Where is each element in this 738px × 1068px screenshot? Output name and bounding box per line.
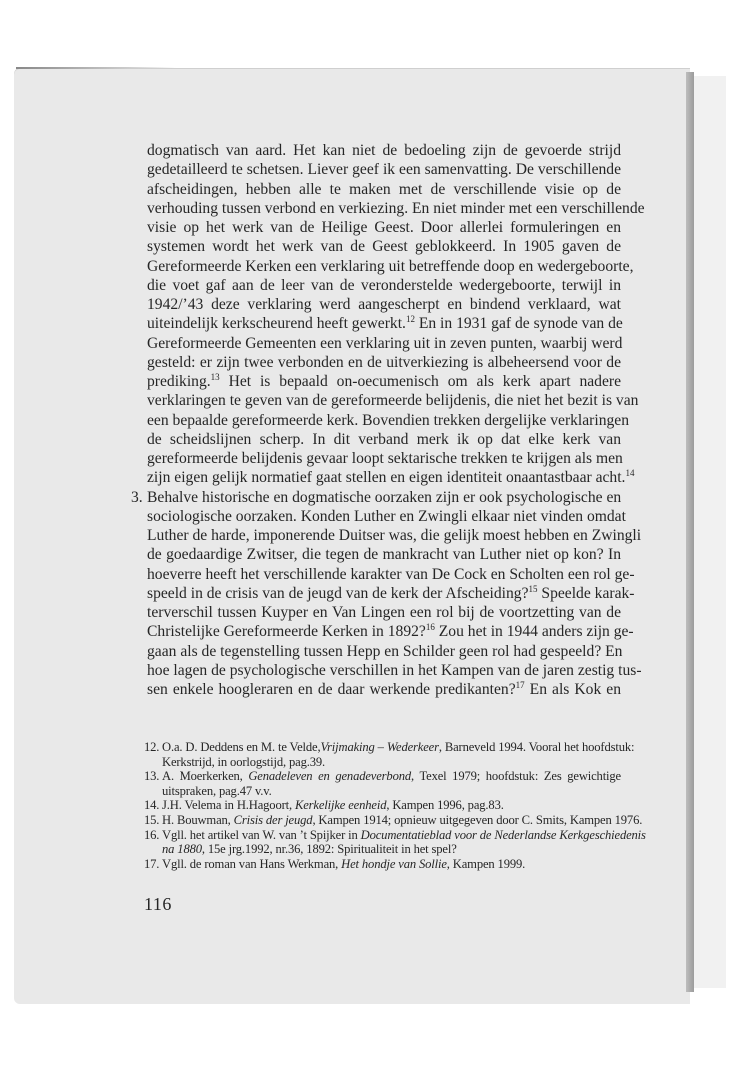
text-run: visie op het werk van de Heilige Geest. Door allerlei formuleringen en [147,219,621,236]
text-line [147,237,621,256]
text-line [147,218,621,237]
text-run: uitspraken, pag.47 v.v. [162,783,272,798]
text-line [147,199,645,218]
text-line [147,488,621,507]
italic-title: Het hondje van Sollie [341,856,447,871]
text-run: Vgll. het artikel van W. van ’t Spijker in [162,827,361,842]
text-run: , Kampen 1999. [446,856,526,871]
text-line [147,507,626,526]
text-line [147,622,634,641]
text-run: J.H. Velema in H.Hagoort, [162,798,295,813]
next-page-edge [694,76,726,988]
footnote-number: 16. [144,827,160,842]
footnote-line [162,827,646,843]
text-run: Het is bepaald on-oecumenisch om als kerk apart nadere [219,373,621,390]
text-run: Vgll. de roman van Hans Werkman, [162,856,342,871]
text-run: , Kampen 1914; opnieuw uitgegeven door C. Smits, Kampen 1976. [312,812,643,827]
text-line [147,314,621,333]
text-line [147,545,621,564]
text-run: A. Moerkerken, [162,769,249,784]
body-text [131,141,645,699]
footnote-line [162,812,643,828]
text-line [147,257,634,276]
paragraph [131,488,642,700]
italic-title: na 1880 [162,842,202,857]
text-line [147,411,630,430]
footnote [144,857,621,872]
text-run: 1942/’43 deze verklaring werd aangescherpt en bindend verklaard, wat [147,296,621,313]
text-line [147,661,642,680]
text-run: , 15e jrg.1992, nr.36, 1892: Spiritualiteit in het spel? [201,842,457,857]
paragraph [147,141,645,488]
text-run: gedetailleerd te schetsen. Liever geef ik een samenvatting. De verschillende [147,161,621,179]
text-run: , Kampen 1996, pag.83. [386,798,504,813]
text-line [147,680,621,699]
text-run: afscheidingen, hebben alle te maken met de verschillende visie op de [147,180,621,198]
footnote-line [162,842,621,857]
text-line [147,334,621,353]
footnote-line [162,740,635,755]
text-run: H. Bouwman, [162,812,234,827]
text-run: Zou het in 1944 anders zijn ge- [434,623,634,641]
footnote-number: 14. [144,798,160,813]
text-run: de goedaardige Zwitser, die tegen de mankracht van Luther niet op kon? In [147,546,621,564]
footnote-reference: 17 [515,680,525,690]
text-run: die voet gaf aan de leer van de veronderstelde wedergeboorte, terwijl in [147,276,621,294]
footnote [144,769,621,798]
italic-title: Kerkelijke eenheid [294,798,387,813]
text-run: , Barneveld 1994. Vooral het hoofdstuk: [438,740,635,754]
text-run: Luther de harde, imponerende Duitser was, die gelijk moest hebben en Zwingli [147,527,642,544]
footnotes [144,740,646,871]
text-run: gesteld: er zijn twee verbonden en de uitverkiezing is albeheersend voor de [147,353,621,371]
text-run: sociologische oorzaken. Konden Luther en Zwingli elkaar niet vinden omdat [147,507,626,525]
footnote-line [162,798,621,813]
text-line [147,353,621,372]
text-line [147,565,635,584]
footnote-number: 17. [144,856,160,871]
text-line [147,276,621,295]
footnote-number: 12. [144,740,160,754]
footnote-reference: 13 [210,372,220,382]
footnote-line [162,755,621,770]
text-line [147,468,635,487]
text-line [147,583,635,603]
page-edge-shadow [686,72,694,992]
text-run: een bepaalde gereformeerde kerk. Bovendien trekken dergelijke verklaringen [147,411,630,429]
footnote-line [162,857,621,872]
page-top-shadow [16,67,176,69]
text-run: hoe lagen de psychologische verschillen in het Kampen van de jaren zestig tus- [147,661,642,679]
list-number: 3. [131,488,143,506]
text-line [147,603,621,622]
text-run: gaan als de tegenstelling tussen Hepp en Schilder geen rol had gespeeld? En [147,642,623,660]
text-run: Gereformeerde Gemeenten een verklaring uit in zeven punten, waarbij werd [147,334,623,352]
footnote [144,827,646,857]
text-line [147,430,621,449]
footnote-reference: 16 [425,622,435,633]
text-run: Gereformeerde Kerken een verklaring uit betreffende doop en wedergeboorte, [147,257,634,275]
text-run: , Texel 1979; hoofdstuk: Zes gewichtige [411,769,621,784]
text-run: sen enkele hoogleraren en de daar werkende predikanten? [147,681,516,698]
text-run: speeld in de crisis van de jeugd van de kerk der Afscheiding? [147,584,529,602]
text-run: En in 1931 gaf de synode van de [414,315,623,333]
footnote-line [162,784,621,799]
text-run: O.a. D. Deddens en M. te Velde, [162,740,321,754]
text-run: verklaringen te geven van de gereformeerde belijdenis, die niet het bezit is van [147,392,639,410]
text-run: En als Kok en [524,681,621,698]
footnote-reference: 12 [405,314,415,325]
text-run: dogmatisch van aard. Het kan niet de bedoeling zijn de gevoerde strijd [147,142,621,159]
text-line [147,449,621,468]
text-run: de scheidslijnen scherp. In dit verband merk ik op dat elke kerk van [147,430,621,448]
italic-title: Genadeleven en genadeverbond [248,769,412,784]
italic-title: Vrijmaking – Wederkeer [320,740,439,754]
text-line [147,141,621,160]
italic-title: Documentatieblad voor de Nederlandse Kerkgeschiedenis [360,827,646,842]
text-run: terverschil tussen Kuyper en Van Lingen een rol bij de voortzetting van de [147,604,621,621]
text-run: zijn eigen gelijk normatief gaat stellen en eigen identiteit onaantastbaar acht. [147,469,626,487]
footnote-number: 13. [144,769,160,784]
text-line [147,372,621,391]
footnote-reference: 14 [625,468,635,479]
footnote-line [162,769,621,784]
footnote [144,740,635,769]
text-run: Christelijke Gereformeerde Kerken in 1892? [147,623,426,641]
text-line [147,642,621,661]
text-line [147,526,642,545]
text-run: Kerkstrijd, in oorlogstijd, pag.39. [162,754,326,769]
text-line [147,160,621,179]
footnote-reference: 15 [528,583,538,594]
text-run: Speelde karak- [537,584,635,602]
text-run: systemen wordt het werk van de Geest geblokkeerd. In 1905 gaven de [147,238,621,256]
text-run: gereformeerde belijdenis gevaar loopt sektarische trekken te krijgen als men [147,450,623,467]
text-line [147,391,639,410]
page-number: 116 [144,894,172,914]
text-run: Behalve historische en dogmatische oorzaken zijn er ook psychologische en [147,488,622,506]
footnote [144,798,621,813]
text-line [147,180,621,199]
text-run: hoeverre heeft het verschillende karakter van De Cock en Scholten een rol ge- [147,565,635,583]
footnote-number: 15. [144,812,160,827]
footnote [144,812,643,828]
text-run: uiteindelijk kerkscheurend heeft gewerkt. [147,315,406,333]
text-run: verhouding tussen verbond en verkiezing. En niet minder met een verschillende [147,199,645,217]
text-line [147,295,621,314]
italic-title: Crisis der jeugd [233,812,313,827]
text-run: prediking. [147,373,211,390]
